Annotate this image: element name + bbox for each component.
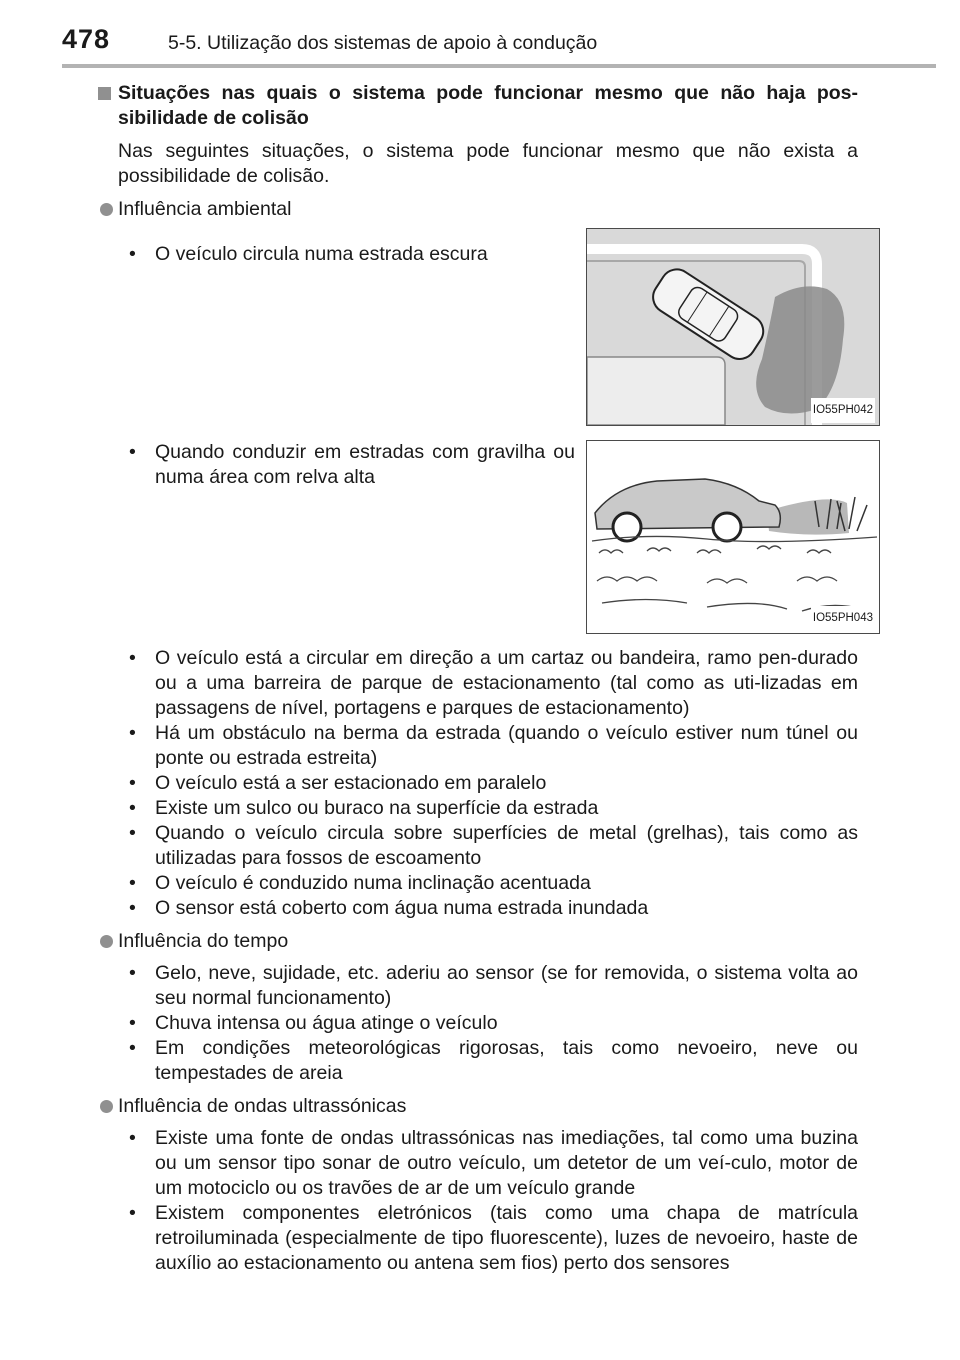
ultrasonic-bullet-list <box>98 1126 858 1276</box>
list-item: • Quando o veículo circula sobre superfícies de metal (grelhas), tais como as utilizadas para fossos de escoamento <box>155 821 858 871</box>
figure-row-2 <box>98 440 873 634</box>
circle-bullet-icon <box>100 935 113 948</box>
section-heading <box>98 81 858 131</box>
section-heading-text: Situações nas quais o sistema pode funcionar mesmo que não haja pos-sibilidade de colisão <box>118 82 858 129</box>
illustration-gravel-grass <box>586 440 880 634</box>
list-item: • O veículo está a circular em direção a um cartaz ou bandeira, ramo pen-durado ou a uma barreira de parque de estacionamento (tal como as uti-lizadas em passagens de nível, portagens e parques de estacionamento) <box>155 646 858 721</box>
list-item: • O veículo circula numa estrada escura <box>155 242 575 267</box>
subheading-weather <box>100 929 858 954</box>
page-number: 478 <box>62 24 111 54</box>
subheading-environment <box>100 197 858 222</box>
list-item: • O sensor está coberto com água numa estrada inundada <box>155 896 858 921</box>
square-bullet-icon <box>98 87 111 100</box>
figure-code: IO55PH042 <box>811 398 875 423</box>
intro-paragraph: Nas seguintes situações, o sistema pode funcionar mesmo que não exista a possibilidade de colisão. <box>118 140 858 187</box>
bullet-list <box>98 242 575 267</box>
subheading-ultrasonic <box>100 1094 858 1119</box>
list-item: • Existe um sulco ou buraco na superfície da estrada <box>155 796 858 821</box>
circle-bullet-icon <box>100 203 113 216</box>
figure-code: IO55PH043 <box>811 606 875 631</box>
list-item: • Gelo, neve, sujidade, etc. aderiu ao sensor (se for removida, o sistema volta ao seu normal funcionamento) <box>155 961 858 1011</box>
list-item: • Quando conduzir em estradas com gravilha ou numa área com relva alta <box>155 440 575 490</box>
circle-bullet-icon <box>100 1100 113 1113</box>
list-item: • Em condições meteorológicas rigorosas, tais como nevoeiro, neve ou tempestades de areia <box>155 1036 858 1086</box>
weather-bullet-list <box>98 961 858 1086</box>
section-title: 5-5. Utilização dos sistemas de apoio à condução <box>168 32 598 54</box>
list-item: • O veículo é conduzido numa inclinação acentuada <box>155 871 858 896</box>
environment-bullet-list <box>98 646 858 921</box>
list-item: • Existe uma fonte de ondas ultrassónicas nas imediações, tal como uma buzina ou um sensor tipo sonar de outro veículo, um detetor de um veí-culo, motor de um motociclo ou os travões de ar de um veículo grande <box>155 1126 858 1201</box>
bullet-list <box>98 440 575 490</box>
car-on-gravel-illustration <box>587 441 879 633</box>
list-item: • Existem componentes eletrónicos (tais como uma chapa de matrícula retroiluminada (especialmente de tipo fluorescente), luzes de nevoeiro, haste de auxílio ao estacionamento ou antena sem fios) perto dos sensores <box>155 1201 858 1276</box>
list-item: • Há um obstáculo na berma da estrada (quando o veículo estiver num túnel ou ponte ou estrada estreita) <box>155 721 858 771</box>
list-item: • Chuva intensa ou água atinge o veículo <box>155 1011 858 1036</box>
list-item: • O veículo está a ser estacionado em paralelo <box>155 771 858 796</box>
header-rule <box>62 64 936 68</box>
page-content <box>98 78 873 1280</box>
car-turning-corner-illustration <box>587 229 879 425</box>
illustration-dark-road <box>586 228 880 426</box>
subheading-label: Influência do tempo <box>118 930 289 952</box>
figure-row-1 <box>98 228 873 426</box>
subheading-label: Influência de ondas ultrassónicas <box>118 1095 407 1117</box>
subheading-label: Influência ambiental <box>118 198 292 220</box>
